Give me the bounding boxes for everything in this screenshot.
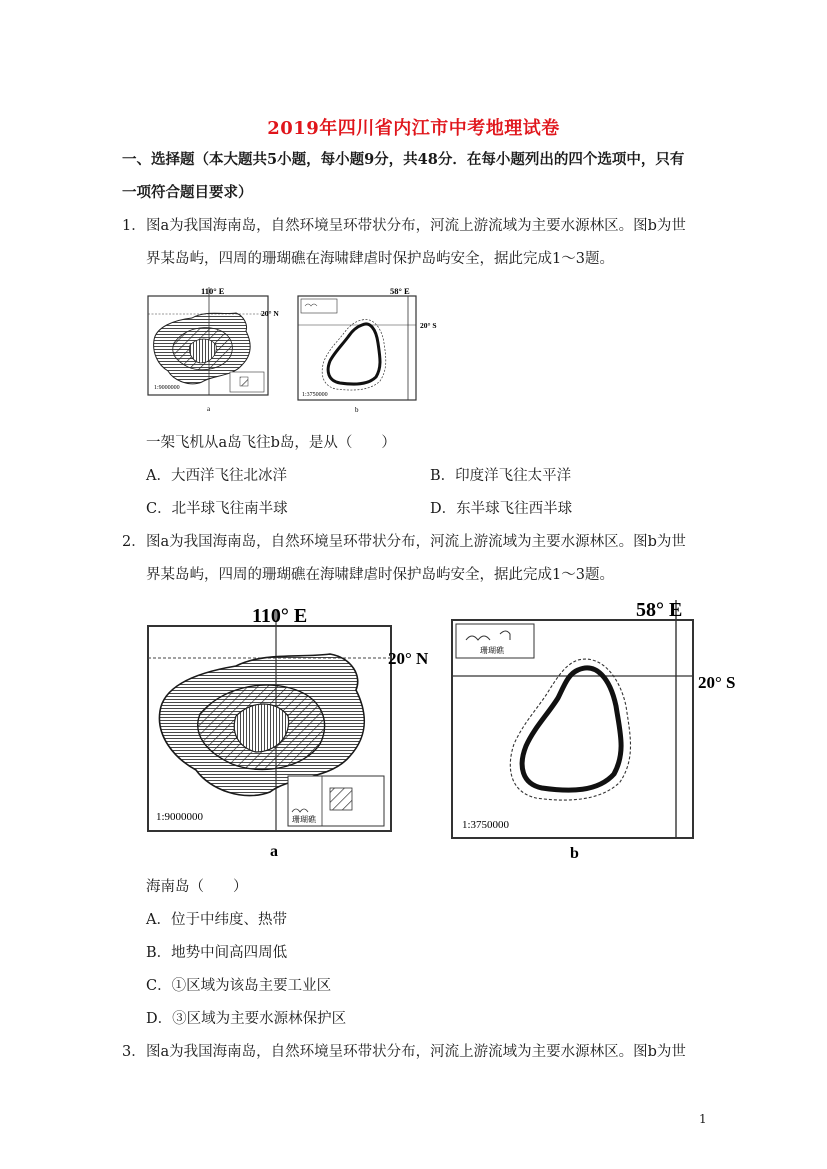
question-1-option-b[interactable]: B．印度洋飞往太平洋 (430, 468, 572, 484)
map-b-large-scale: 1:3750000 (462, 819, 510, 831)
figure-large (140, 596, 760, 866)
question-1-stem-line2: 界某岛屿，四周的珊瑚礁在海啸肆虐时保护岛屿安全，据此完成1～3题。 (146, 251, 614, 267)
question-2-option-a[interactable]: A．位于中纬度、热带 (146, 912, 287, 928)
map-a-scale: 1:9000000 (154, 385, 180, 391)
map-b-scale: 1:3750000 (302, 392, 328, 398)
question-1-option-a[interactable]: A．大西洋飞往北冰洋 (146, 468, 287, 484)
question-1-stem-line1: 图a为我国海南岛，自然环境呈环带状分布，河流上游流域为主要水源林区。图b为世 (146, 218, 686, 234)
map-a-latitude: 20° N (261, 309, 279, 318)
question-2-sub: 海南岛（ ） (146, 879, 248, 895)
map-b-caption: b (355, 406, 359, 414)
map-b-large-legend-label: 珊瑚礁 (480, 646, 504, 655)
map-a-large-longitude: 110° E (252, 605, 308, 627)
figure-small (144, 285, 437, 417)
question-1-option-c[interactable]: C．北半球飞往南半球 (146, 501, 288, 517)
map-b-large-caption: b (570, 845, 579, 862)
question-2-number: 2． (122, 534, 146, 550)
page-title: 2019年四川省内江市中考地理试卷 (267, 118, 560, 139)
map-a-large-scale: 1:9000000 (156, 811, 204, 823)
map-b-longitude: 58° E (390, 286, 410, 296)
map-a-large-legend-label: 珊瑚礁 (292, 815, 316, 824)
map-b-large-latitude: 20° S (698, 673, 736, 692)
question-2-stem-line2: 界某岛屿，四周的珊瑚礁在海啸肆虐时保护岛屿安全，据此完成1～3题。 (146, 567, 614, 583)
question-1-option-d[interactable]: D．东半球飞往西半球 (430, 501, 573, 517)
map-a-longitude: 110° E (201, 286, 225, 296)
map-a-caption: a (207, 405, 211, 413)
map-a-large-latitude: 20° N (388, 649, 429, 668)
question-1-sub: 一架飞机从a岛飞往b岛，是从（ ） (146, 435, 396, 451)
question-3-number: 3． (122, 1044, 146, 1060)
page-number: 1 (699, 1112, 707, 1126)
section-heading-line1: 一、选择题（本大题共5小题，每小题9分，共48分．在每小题列出的四个选项中，只有 (122, 151, 685, 168)
map-a-large-caption: a (270, 843, 278, 860)
question-3-stem-line1: 图a为我国海南岛，自然环境呈环带状分布，河流上游流域为主要水源林区。图b为世 (146, 1044, 686, 1060)
question-2-stem-line1: 图a为我国海南岛，自然环境呈环带状分布，河流上游流域为主要水源林区。图b为世 (146, 534, 686, 550)
section-heading-line2: 一项符合题目要求） (122, 184, 253, 201)
question-2-option-d[interactable]: D．③区域为主要水源林保护区 (146, 1011, 347, 1027)
question-2-option-b[interactable]: B．地势中间高四周低 (146, 945, 288, 961)
question-1-number: 1． (122, 218, 146, 234)
map-b-latitude: 20° S (420, 321, 437, 330)
question-2-option-c[interactable]: C．①区域为该岛主要工业区 (146, 978, 332, 994)
map-b-large-longitude: 58° E (636, 599, 683, 621)
